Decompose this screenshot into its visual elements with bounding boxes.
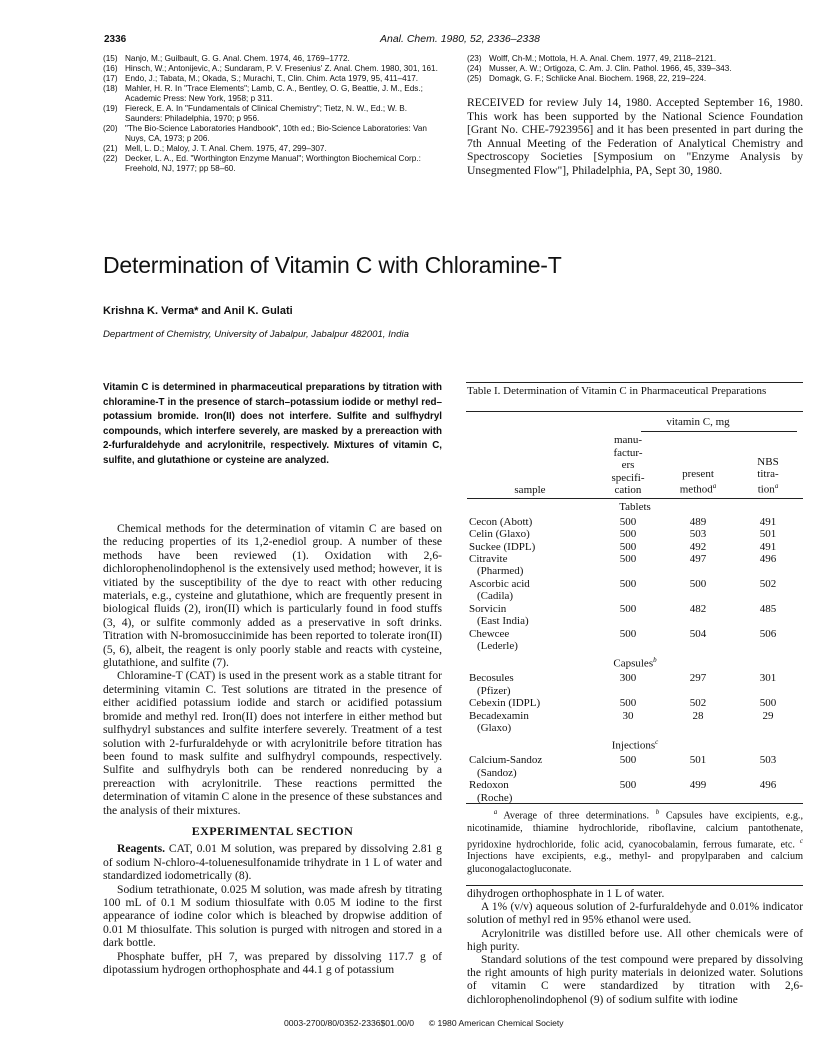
paragraph-reagents — [103, 842, 442, 882]
table-row — [467, 628, 803, 653]
reference-text: Wolff, Ch-M.; Mottola, H. A. Anal. Chem. 1977, 49, 2118–2121. — [489, 54, 717, 63]
present-method-value: 497 — [689, 553, 707, 566]
reference-text: "The Bio-Science Laboratories Handbook", 10th ed.; Bio-Science Laboratories: Van Nuys, CA, 1973; p 206. — [125, 124, 427, 143]
table-row — [467, 578, 803, 603]
table-row — [467, 697, 803, 709]
running-header: Anal. Chem. 1980, 52, 2336–2338 — [380, 33, 540, 45]
footer-copyright: © 1980 American Chemical Society — [428, 1018, 564, 1028]
reference-number: (22) — [103, 154, 118, 163]
table-row — [467, 672, 803, 697]
table-section-title: Injections$^c$ — [611, 738, 659, 753]
present-method-value: 500 — [689, 577, 707, 590]
nbs-value: 491 — [759, 540, 777, 553]
reference-number: (17) — [103, 74, 118, 83]
present-method-value: 503 — [689, 528, 707, 541]
table-row — [467, 516, 803, 528]
reference-number: (20) — [103, 124, 118, 133]
reference-text: Decker, L. A., Ed. "Worthington Enzyme Manual"; Worthington Biochemical Corp.: Freehold, NJ, 1977; pp 58–60. — [125, 154, 421, 173]
col-header-present-method: present method$^a$ — [679, 467, 717, 497]
article-title: Determination of Vitamin C with Chloramine-T — [103, 252, 562, 278]
reference-text: Mahler, H. R. In "Trace Elements"; Lamb, C. A., Bentley, O. G, Beattie, J. M., Eds.; Academic Press: New York, 1958; p 311. — [125, 84, 423, 103]
present-method-value: 501 — [689, 754, 707, 767]
nbs-value: 496 — [759, 553, 777, 566]
manufacturer-value: 500 — [619, 528, 637, 541]
reference-number: (16) — [103, 64, 118, 73]
table-row — [467, 541, 803, 553]
present-method-value: 489 — [689, 515, 707, 528]
sample-name: Celin (Glaxo) — [469, 528, 530, 541]
reference-number: (24) — [467, 64, 482, 73]
sample-name: Citravite (Pharmed) — [469, 553, 524, 578]
reference-item — [103, 154, 443, 174]
reference-number: (23) — [467, 54, 482, 63]
table-row — [467, 754, 803, 779]
reference-item — [467, 54, 812, 64]
nbs-value: 502 — [759, 577, 777, 590]
reference-item — [103, 54, 443, 64]
manufacturer-value: 500 — [619, 577, 637, 590]
reference-item — [467, 64, 812, 74]
sample-name: Cebexin (IDPL) — [469, 697, 541, 710]
table-section-title: Tablets — [619, 501, 651, 514]
reference-text: Fiereck, E. A. In "Fundamentals of Clinical Chemistry"; Tietz, N. W., Ed.; W. B. Saunders: Philadelphia, 1970; p 956. — [125, 104, 407, 123]
manufacturer-value: 500 — [619, 515, 637, 528]
reference-item — [103, 84, 443, 104]
table-group-header — [593, 413, 803, 434]
manufacturer-value: 500 — [619, 754, 637, 767]
table-caption-rule — [466, 411, 803, 412]
table-end-rule — [466, 885, 803, 886]
nbs-value: 301 — [759, 672, 777, 685]
footer — [284, 1018, 564, 1028]
sample-name: Becadexamin (Glaxo) — [469, 709, 529, 734]
paragraph-dihydrogen: dihydrogen orthophosphate in 1 L of water. — [467, 888, 665, 900]
sample-name: Chewcee (Lederle) — [469, 627, 518, 652]
table-section-title: Capsules$^b$ — [613, 656, 657, 670]
section-heading: EXPERIMENTAL SECTION — [191, 823, 354, 838]
table-row — [467, 553, 803, 578]
abstract: Vitamin C is determined in pharmaceutical preparations by titration with chloramine-T in the presence of starch–potassium iodide or methyl red–potassium bromide. Iron(II) does not interfere. Sulfite and sulfhydryl compounds, which interfere severely, are masked by a prereaction with 2-furfuraldehyde and acrylonitrile, respectively. Mixtures of vitamin C, sulfite, and glutathione or cysteine are analyzed. — [103, 382, 442, 466]
nbs-value: 29 — [762, 709, 774, 722]
reference-number: (19) — [103, 104, 118, 113]
paragraph-acrylonitrile: Acrylonitrile was distilled before use. All other chemicals were of high purity. — [467, 927, 803, 953]
reference-text: Endo, J.; Tabata, M.; Okada, S.; Murachi, T., Clin. Chim. Acta 1979, 95, 411–417. — [125, 74, 419, 83]
paragraph-phosphate: Phosphate buffer, pH 7, was prepared by dissolving 117.7 g of dipotassium hydrogen orthophosphate and 44.1 g of potassium — [103, 949, 442, 976]
reference-number: (25) — [467, 74, 482, 83]
present-method-value: 482 — [689, 602, 707, 615]
sample-name: Redoxon (Roche) — [469, 779, 513, 804]
reference-number: (18) — [103, 84, 118, 93]
page-number: 2336 — [104, 34, 127, 45]
reference-item — [103, 124, 443, 144]
footer-code: 0003-2700/80/0352-2336$01.00/0 — [284, 1018, 414, 1028]
nbs-value: 500 — [759, 697, 777, 710]
paragraph-furfuraldehyde: A 1% (v/v) aqueous solution of 2-furfuraldehyde and 0.01% indicator solution of methyl red in 95% ethanol were used. — [467, 901, 803, 927]
reference-item — [467, 74, 812, 84]
paragraph-chloramine: Chloramine-T (CAT) is used in the present work as a stable titrant for determining vitamin C. Test solutions are titrated in the presence of either acidified potassium iodide and starch or acidified potassium bromide and methyl red. Iron(II) does not interfere in either method but sulfhydryl substances and sulfite interfere severely. Treatment of a test solution with 2-furfuraldehyde or with acrylonitrile before titration has been found to mask sulfite and sulfhydryl compounds, respectively. Sulfite and sulfhydryls both can be rendered nonreducing by a prereaction with acrylonitrile. These reactions permitted the determination of vitamin C alone in the presence of these substances and the analysis of their mixtures. — [103, 669, 442, 817]
nbs-value: 491 — [759, 515, 777, 528]
nbs-value: 501 — [759, 528, 777, 541]
table-row — [467, 528, 803, 540]
reference-number: (21) — [103, 144, 118, 153]
reference-text: Hinsch, W.; Antonijevic, A.; Sundaram, P. V. Fresenius' Z. Anal. Chem. 1980, 301, 161. — [125, 64, 438, 73]
group-header-label: vitamin C, mg — [666, 416, 730, 428]
sample-name: Cecon (Abott) — [469, 515, 533, 528]
paragraph-tetrathionate: Sodium tetrathionate, 0.025 M solution, was made afresh by titrating 100 mL of 0.1 M sodium thiosulfate with 0.05 M iodine to the first appearance of iodine color which is bleached by dropwise addition of 0.01 M thiosulfate. This solution is purged with nitrogen and stored in a dark bottle. — [103, 882, 442, 950]
article-affiliation: Department of Chemistry, University of Jabalpur, Jabalpur 482001, India — [103, 329, 409, 340]
manufacturer-value: 500 — [619, 779, 637, 792]
manufacturer-value: 500 — [619, 627, 637, 640]
table-caption: Table I. Determination of Vitamin C in Pharmaceutical Preparations — [467, 385, 767, 397]
sample-name: Suckee (IDPL) — [469, 540, 536, 553]
col-header-nbs: NBS titra- tion$^a$ — [757, 455, 779, 497]
table-footnotes: $^a$ Average of three determinations. $^b$ Capsules have excipients, e.g., nicotinamide, thiamine hydrochloride, riboflavine, calcium pantothenate, pyridoxine hydrochloride, folic acid, cyanocobalamin, ferrous fumarate, etc. $^c$ Injections have excipients, e.g., methyl- and propylparaben and calcium gluconogalactogluconate. — [467, 808, 804, 875]
table-row — [467, 779, 803, 804]
paragraph-standard-solutions: Standard solutions of the test compound were prepared by dissolving the right amounts of high purity materials in deionized water. Solutions of vitamin C were standardized by titration with 2,6-dichlorophenolindophenol (9) of sodium sulfite with iodine — [467, 954, 803, 1006]
reference-text: Musser, A. W.; Ortigoza, C. Am. J. Clin. Pathol. 1966, 45, 339–343. — [489, 64, 732, 73]
reagents-text: CAT, 0.01 M solution, was prepared by dissolving 2.81 g of sodium N-chloro-4-toluenesulfonamide trihydrate in 1 L of water and standardized iodometrically (8). — [103, 842, 442, 883]
table-top-rule — [466, 382, 803, 383]
col-header-manufacturer: manu- factur- ers specifi- cation — [611, 434, 645, 497]
present-method-value: 499 — [689, 779, 707, 792]
reference-text: Mell, L. D.; Maloy, J. T. Anal. Chem. 1975, 47, 299–307. — [125, 144, 327, 153]
reference-item — [103, 64, 443, 74]
manufacturer-value: 500 — [619, 553, 637, 566]
col-header-sample: sample — [514, 484, 546, 497]
body-left-column — [103, 522, 442, 976]
reference-item — [103, 104, 443, 124]
present-method-value: 502 — [689, 697, 707, 710]
present-method-value: 492 — [689, 540, 707, 553]
nbs-value: 503 — [759, 754, 777, 767]
present-method-value: 28 — [692, 709, 704, 722]
reference-text: Domagk, G. F.; Schlicke Anal. Biochem. 1968, 22, 219–224. — [489, 74, 707, 83]
manufacturer-value: 30 — [622, 709, 634, 722]
references-left — [103, 54, 443, 174]
body-right-column — [467, 888, 803, 1007]
manufacturer-value: 500 — [619, 697, 637, 710]
sample-name: Becosules (Pfizer) — [469, 672, 514, 697]
sample-name: Sorvicin (East India) — [469, 602, 529, 628]
table-bottom-rule — [466, 803, 803, 804]
reference-number: (15) — [103, 54, 118, 63]
present-method-value: 297 — [689, 672, 707, 685]
reference-item — [103, 144, 443, 154]
reagents-label: Reagents. — [117, 842, 165, 856]
received-note: RECEIVED for review July 14, 1980. Accepted September 16, 1980. This work has been supported by the National Science Foundation [Grant No. CHE-7923956] and it has been presented in part during the 7th Annual Meeting of the Federation of Analytical Chemistry and Spectroscopy Societies [Symposium on "Enzyme Analysis by Unsegmented Flow"], Philadelphia, PA, Sept 30, 1980. — [467, 96, 803, 177]
sample-name: Ascorbic acid (Cadila) — [469, 577, 530, 603]
article-authors: Krishna K. Verma* and Anil K. Gulati — [103, 305, 293, 317]
table-row — [467, 710, 803, 735]
reference-item — [103, 74, 443, 84]
table-row — [467, 603, 803, 628]
manufacturer-value: 500 — [619, 540, 637, 553]
nbs-value: 496 — [759, 779, 777, 792]
sample-name: Calcium-Sandoz (Sandoz) — [469, 754, 543, 779]
vitamin-c-table — [467, 413, 803, 804]
nbs-value: 506 — [759, 627, 777, 640]
references-right — [467, 54, 812, 84]
nbs-value: 485 — [759, 602, 777, 615]
paragraph-intro: Chemical methods for the determination of vitamin C are based on the reducing properties of its 1,2-enediol group. A number of these methods have been reviewed (1). Oxidation with 2,6-dichlorophenolindophenol is the extensively used method; however, it is vitiated by the susceptibility of the dye to react with other reducing materials, e.g., cysteine and glutathione, which are frequently present in biological fluids (2), iron(II) which is particularly found in food stuffs (3, 4), or sulfite commonly added as a preservative in soft drinks. Titration with N-bromosuccinimide has been reported to tolerate iron(II) (5, 6), albeit, the reagent is only poorly stable and reacts with cysteine, glutathione, and sulfite (7). — [103, 522, 442, 670]
reference-text: Nanjo, M.; Guilbault, G. G. Anal. Chem. 1974, 46, 1769–1772. — [125, 54, 350, 63]
manufacturer-value: 500 — [619, 602, 637, 615]
manufacturer-value: 300 — [619, 672, 637, 685]
present-method-value: 504 — [689, 627, 707, 640]
